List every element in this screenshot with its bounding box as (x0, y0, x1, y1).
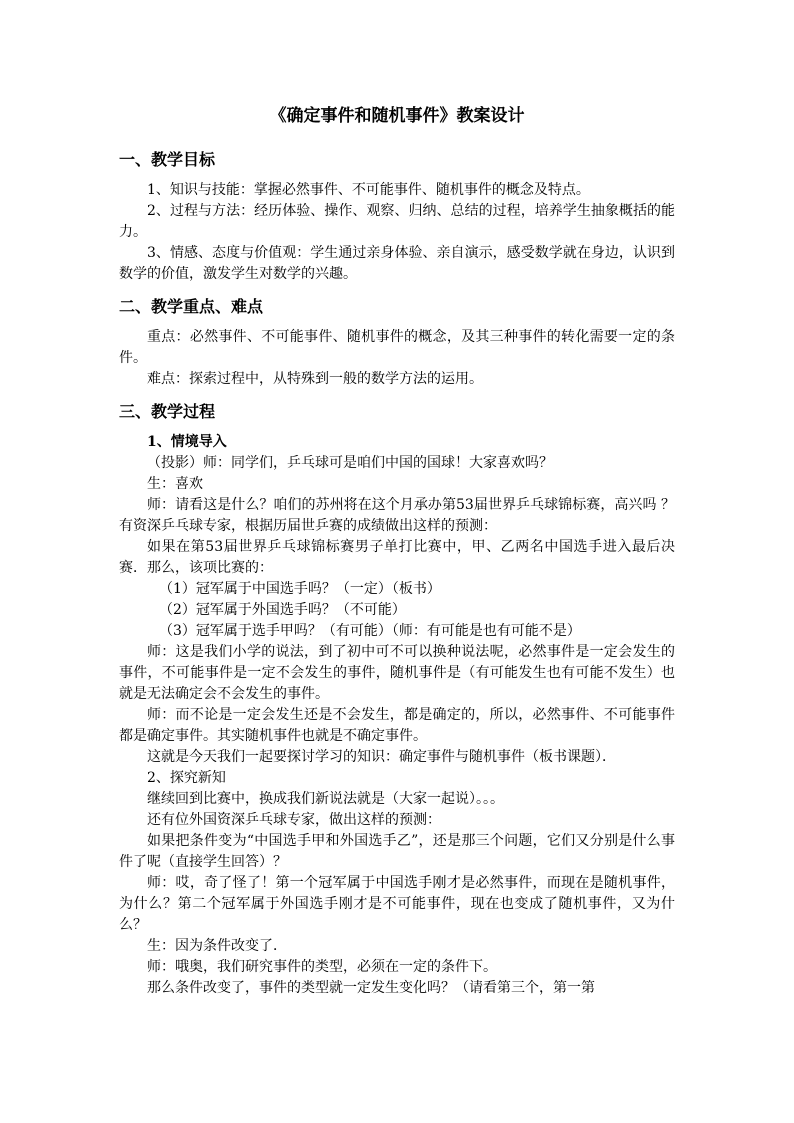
section-heading-key-points: 二、教学重点、难点 (119, 297, 264, 316)
list-item: （1）冠军属于中国选手吗？（一定）（板书） (159, 581, 441, 597)
paragraph: 重点：必然事件、不可能事件、随机事件的概念，及其三种事件的转化需要一定的条件。 (119, 329, 675, 366)
paragraph: 难点：探索过程中，从特殊到一般的数学方法的运用。 (147, 371, 483, 387)
paragraph: 师：这是我们小学的说法，到了初中可不可以换种说法呢，必然事件是一定会发生的事件，不可能事件是一定不会发生的事件，随机事件是（有可能发生也有可能不发生）也就是无法确定会不会发生的事件。 (119, 644, 675, 702)
paragraph: 1、知识与技能：掌握必然事件、不可能事件、随机事件的概念及特点。 (147, 182, 590, 198)
paragraph: 师：哦奥，我们研究事件的类型，必须在一定的条件下。 (147, 959, 497, 975)
subheading-explore: 2、探究新知 (147, 770, 226, 786)
paragraph: 师：而不论是一定会发生还是不会发生，都是确定的，所以，必然事件、不可能事件都是确定事件。其实随机事件也就是不确定事件。 (119, 707, 675, 744)
section-heading-process: 三、教学过程 (119, 402, 216, 421)
paragraph: 师：哎，奇了怪了！第一个冠军属于中国选手刚才是必然事件，而现在是随机事件，为什么？第二个冠军属于外国选手刚才是不可能事件，现在也变成了随机事件，又为什么？ (119, 875, 675, 933)
paragraph: 继续回到比赛中，换成我们新说法就是（大家一起说）。。。 (147, 791, 504, 807)
paragraph: 如果把条件变为“中国选手甲和外国选手乙”，还是那三个问题，它们又分别是什么事件了呢（直接学生回答）？ (119, 833, 675, 870)
paragraph: 那么条件改变了，事件的类型就一定发生变化吗？（请看第三个，第一第 (147, 980, 595, 996)
paragraph: 师：请看这是什么？咱们的苏州将在这个月承办第53届世界乒乓球锦标赛，高兴吗 ？有资深乒乓球专家，根据历届世乒赛的成绩做出这样的预测： (119, 497, 675, 534)
list-item: （2）冠军属于外国选手吗？（不可能） (159, 602, 406, 618)
document-body (119, 146, 675, 999)
paragraph: 这就是今天我们一起要探讨学习的知识：确定事件与随机事件（板书课题）． (147, 749, 616, 765)
paragraph: 生：喜欢 (147, 476, 203, 492)
paragraph: 还有位外国资深乒乓球专家，做出这样的预测： (147, 812, 441, 828)
paragraph: 如果在第53届世界乒乓球锦标赛男子单打比赛中，甲、乙两名中国选手进入最后决赛．那么，该项比赛的： (119, 539, 675, 576)
paragraph: （投影）师：同学们，乒乓球可是咱们中国的国球！大家喜欢吗？ (147, 455, 553, 471)
paragraph: 3、情感、态度与价值观：学生通过亲身体验、亲自演示，感受数学就在身边，认识到数学的价值，激发学生对数学的兴趣。 (119, 245, 675, 282)
paragraph: 2、过程与方法：经历体验、操作、观察、归纳、总结的过程，培养学生抽象概括的能力。 (119, 203, 675, 240)
subheading-intro: 1、情境导入 (147, 434, 227, 450)
paragraph: 生：因为条件改变了． (147, 938, 287, 954)
document-title: 《确定事件和随机事件》教案设计 (269, 106, 525, 126)
section-heading-goals: 一、教学目标 (119, 150, 216, 169)
list-item: （3）冠军属于选手甲吗？（有可能）（师：有可能是也有可能不是） (159, 623, 581, 639)
